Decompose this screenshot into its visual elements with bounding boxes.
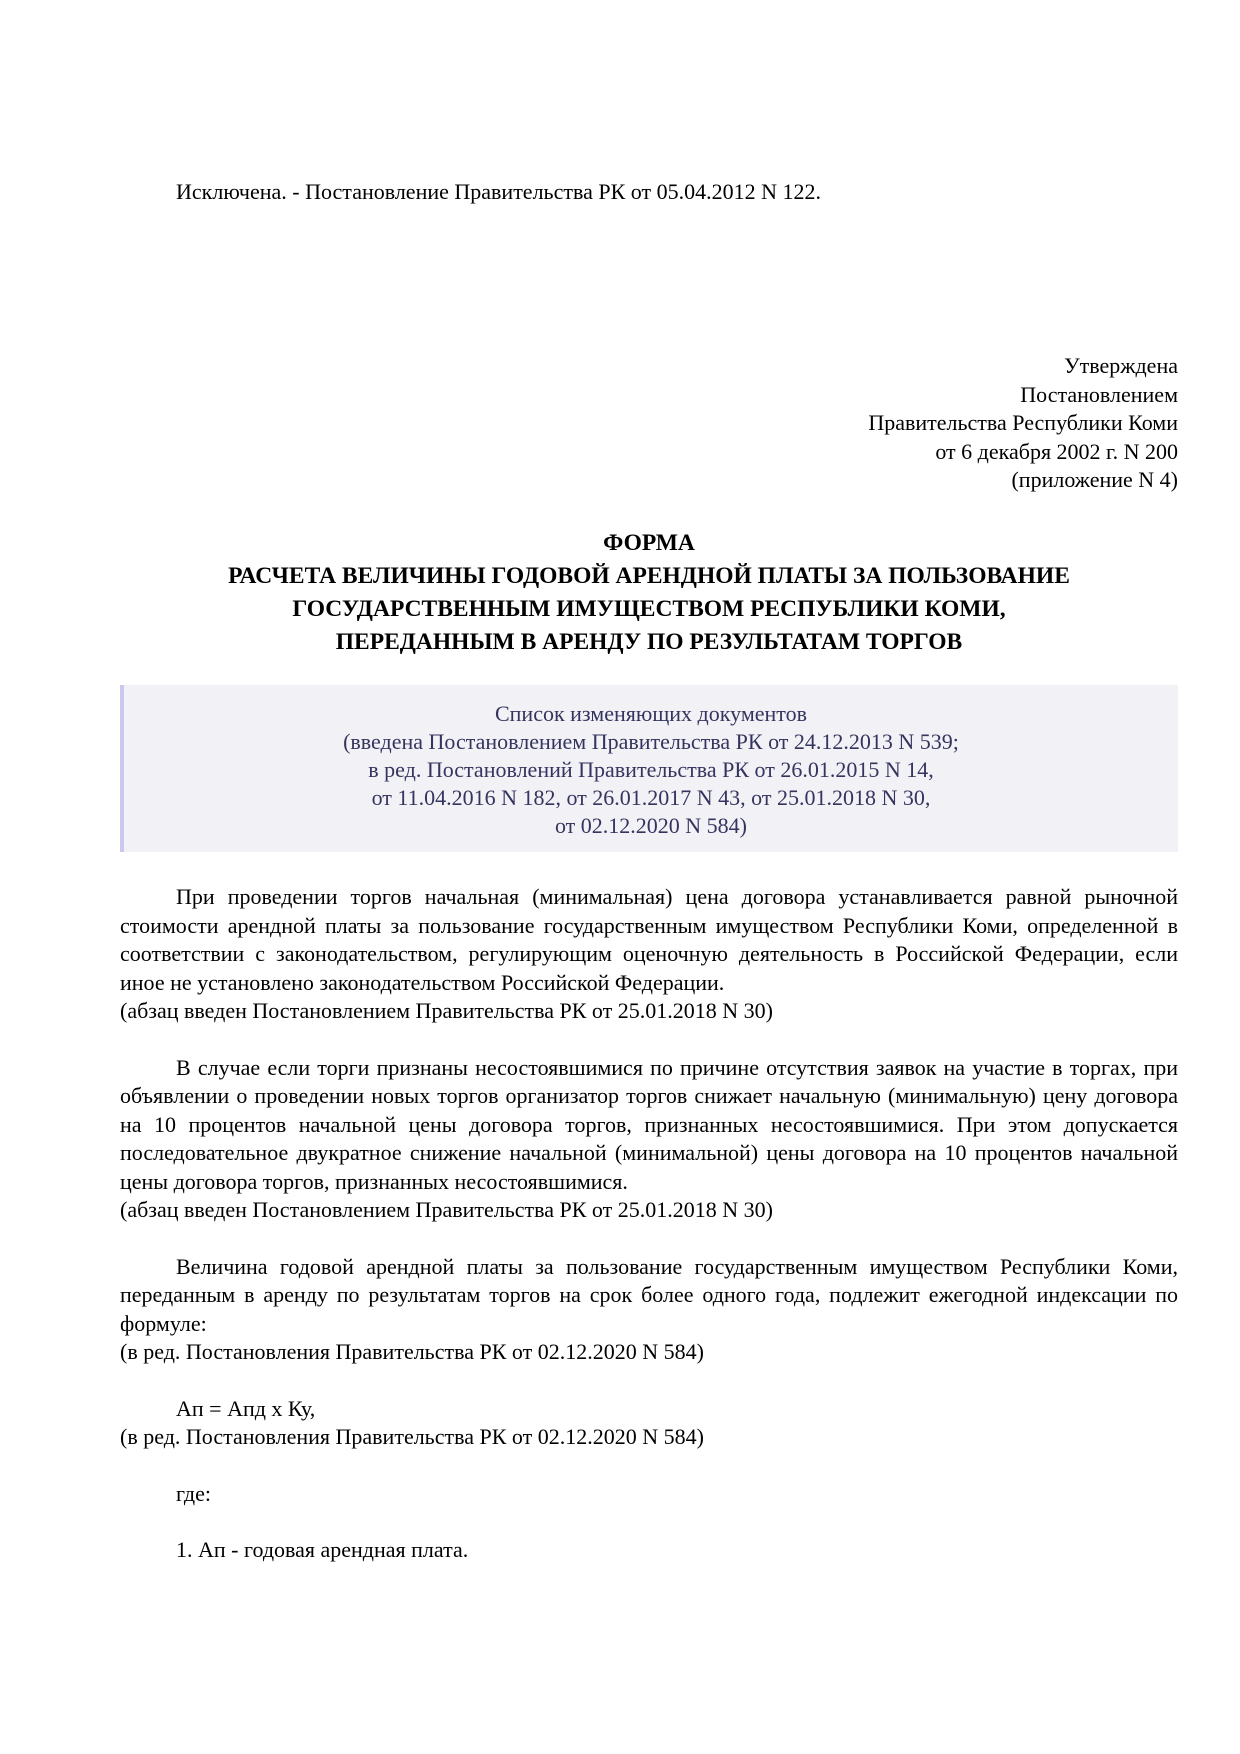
title-line: ГОСУДАРСТВЕННЫМ ИМУЩЕСТВОМ РЕСПУБЛИКИ КОМИ,: [292, 596, 1006, 622]
where-label: где:: [176, 1480, 211, 1506]
approval-line: Постановлением: [1020, 381, 1178, 407]
approval-block: [868, 352, 1178, 495]
approval-line: Утверждена: [1064, 353, 1178, 378]
title-line: ФОРМА: [603, 530, 695, 556]
changes-line: (введена Постановлением Правительства РК от 24.12.2013 N 539;: [343, 729, 959, 754]
paragraph: При проведении торгов начальная (минимальная) цена договора устанавливается равной рыночной стоимости арендной платы за пользование государственным имуществом Республики Коми, определенной в соответствии с законодательством, регулирующим оценочную деятельность в Российской Федерации, если иное не установлено законодательством Российской Федерации.: [120, 884, 1178, 995]
title-line: РАСЧЕТА ВЕЛИЧИНЫ ГОДОВОЙ АРЕНДНОЙ ПЛАТЫ ЗА ПОЛЬЗОВАНИЕ: [228, 563, 1070, 589]
amending-documents-box: [120, 685, 1178, 852]
paragraph: Величина годовой арендной платы за пользование государственным имуществом Республики Коми, переданным в аренду по результатам торгов на срок более одного года, подлежит ежегодной индексации по формуле:: [120, 1253, 1178, 1336]
approval-line: (приложение N 4): [1011, 467, 1178, 492]
approval-line: от 6 декабря 2002 г. N 200: [935, 438, 1178, 464]
changes-line: от 11.04.2016 N 182, от 26.01.2017 N 43, от 25.01.2018 N 30,: [371, 785, 931, 810]
changes-line: от 02.12.2020 N 584): [554, 813, 748, 838]
approval-line: Правительства Республики Коми: [868, 410, 1178, 435]
formula: Ап = Апд x Ку,: [176, 1395, 316, 1421]
amendment-note: (в ред. Постановления Правительства РК от 02.12.2020 N 584): [120, 1424, 704, 1449]
excluded-note: Исключена. - Постановление Правительства РК от 05.04.2012 N 122.: [176, 179, 821, 204]
title-line: ПЕРЕДАННЫМ В АРЕНДУ ПО РЕЗУЛЬТАТАМ ТОРГОВ: [335, 629, 963, 655]
changes-line: в ред. Постановлений Правительства РК от 26.01.2015 N 14,: [368, 757, 934, 782]
amendment-note: (абзац введен Постановлением Правительства РК от 25.01.2018 N 30): [120, 1197, 773, 1222]
changes-line: Список изменяющих документов: [494, 701, 807, 726]
amendment-note: (абзац введен Постановлением Правительства РК от 25.01.2018 N 30): [120, 998, 773, 1023]
amendment-note: (в ред. Постановления Правительства РК от 02.12.2020 N 584): [120, 1339, 704, 1364]
document-title: [120, 527, 1178, 659]
paragraph: В случае если торги признаны несостоявшимися по причине отсутствия заявок на участие в торгах, при объявлении о проведении новых торгов организатор торгов снижает начальную (минимальную) цену договора на 10 процентов начальной цены договора торгов, признанных несостоявшимися. При этом допускается последовательное двукратное снижение начальной (минимальной) цены договора на 10 процентов начальной цены договора торгов, признанных несостоявшимися.: [120, 1054, 1178, 1194]
list-item: 1. Ап - годовая арендная плата.: [176, 1537, 469, 1562]
document-body: [120, 883, 1178, 1565]
